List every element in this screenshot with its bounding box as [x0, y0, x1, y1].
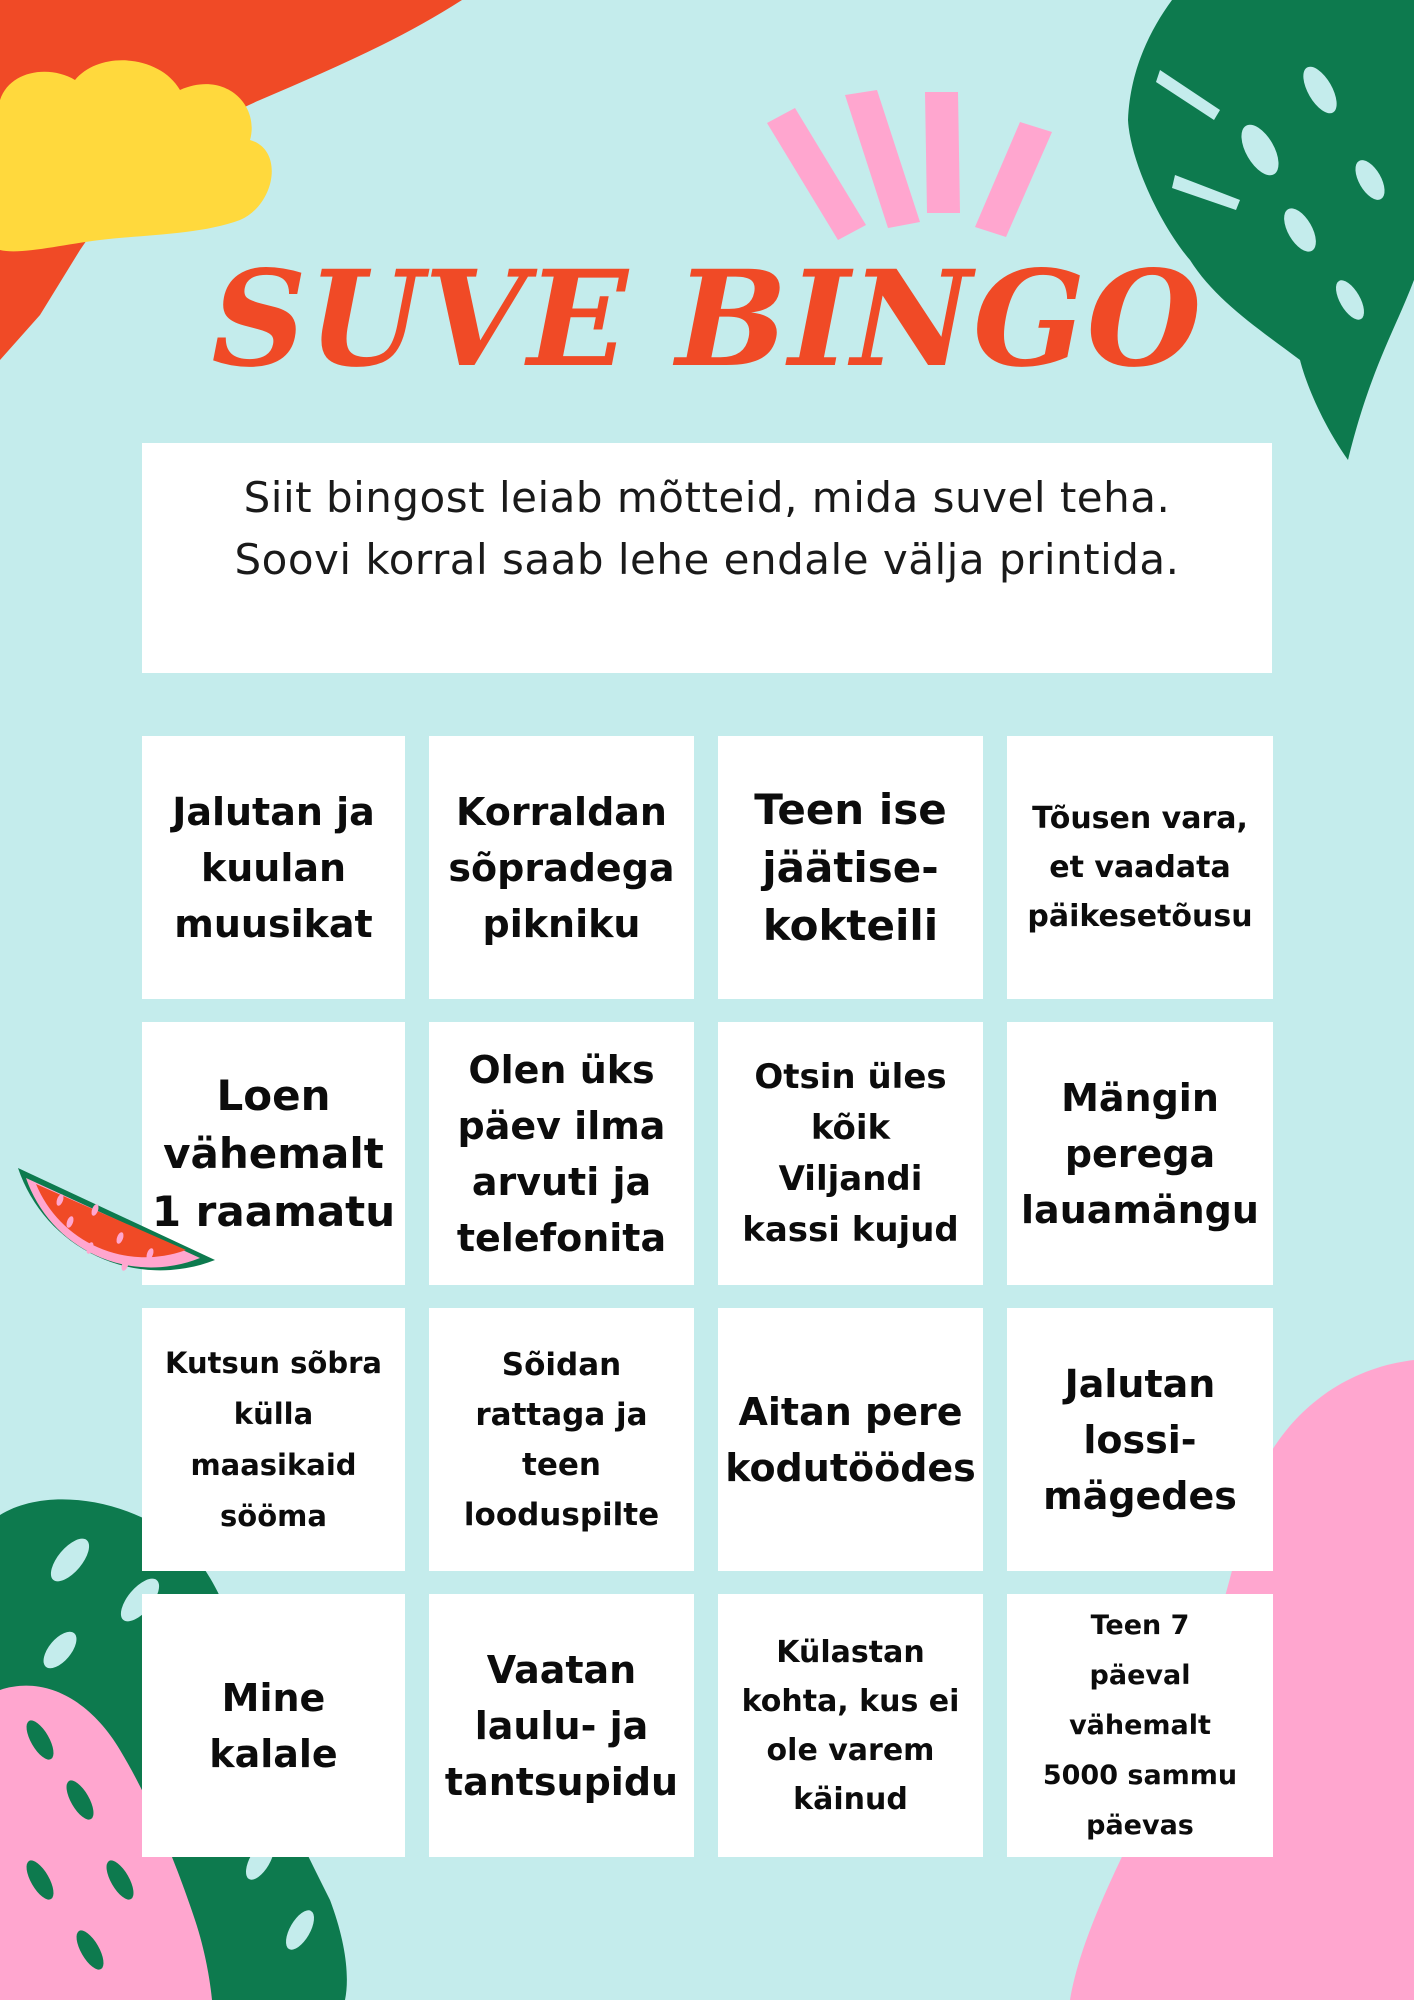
bingo-cell-text: Mängin perega lauamängu	[1021, 1075, 1259, 1232]
bingo-cell	[429, 736, 694, 999]
bingo-cell-text: Otsin üles kõik Viljandi kassi kujud	[742, 1056, 959, 1250]
intro-line-2: Soovi korral saab lehe endale välja printida.	[234, 535, 1180, 584]
bingo-cell	[429, 1594, 694, 1857]
bingo-cell	[142, 1594, 405, 1857]
bingo-cell	[1007, 1022, 1273, 1285]
bingo-cell	[718, 736, 983, 999]
bingo-cell	[142, 736, 405, 999]
bingo-cell	[1007, 736, 1273, 999]
intro-box	[142, 443, 1272, 673]
bingo-cell	[142, 1308, 405, 1571]
bingo-cell	[718, 1022, 983, 1285]
watermelon-slice	[0, 1150, 230, 1330]
bingo-cell-text: Külastan kohta, kus ei ole varem käinud	[741, 1634, 960, 1817]
bingo-cell-text: Vaatan laulu- ja tantsupidu	[444, 1647, 679, 1804]
bingo-cell-text: Jalutan ja kuulan muusikat	[172, 789, 375, 946]
bingo-cell	[718, 1308, 983, 1571]
bingo-cell	[1007, 1594, 1273, 1857]
bingo-cell	[429, 1308, 694, 1571]
bingo-cell-text: Jalutan lossi- mägedes	[1043, 1361, 1237, 1518]
bingo-cell-text: Mine kalale	[209, 1675, 338, 1776]
bingo-cell	[718, 1594, 983, 1857]
intro-line-1: Siit bingost leiab mõtteid, mida suvel teha.	[243, 473, 1171, 522]
bingo-cell-text: Loen vähemalt 1 raamatu	[151, 1070, 396, 1236]
bingo-cell-text: Aitan pere kodutöödes	[725, 1389, 976, 1490]
bingo-cell-text: Teen 7 päeval vähemalt 5000 sammu päevas	[1042, 1609, 1238, 1841]
bingo-cell-text: Kutsun sõbra külla maasikaid sööma	[165, 1345, 382, 1533]
bingo-cell	[1007, 1308, 1273, 1571]
bingo-cell	[429, 1022, 694, 1285]
page-title: SUVE BINGO	[211, 242, 1203, 397]
bingo-cell-text: Tõusen vara, et vaadata päikesetõusu	[1027, 801, 1253, 934]
bingo-grid	[142, 736, 1273, 1857]
bingo-cell-text: Olen üks päev ilma arvuti ja telefonita	[456, 1047, 667, 1260]
bingo-cell-text: Teen ise jäätise- kokteili	[754, 784, 947, 950]
bingo-cell-text: Korraldan sõpradega pikniku	[448, 789, 675, 946]
sparkle-rays	[767, 90, 1052, 240]
bingo-cell-text: Sõidan rattaga ja teen looduspilte	[463, 1346, 660, 1533]
